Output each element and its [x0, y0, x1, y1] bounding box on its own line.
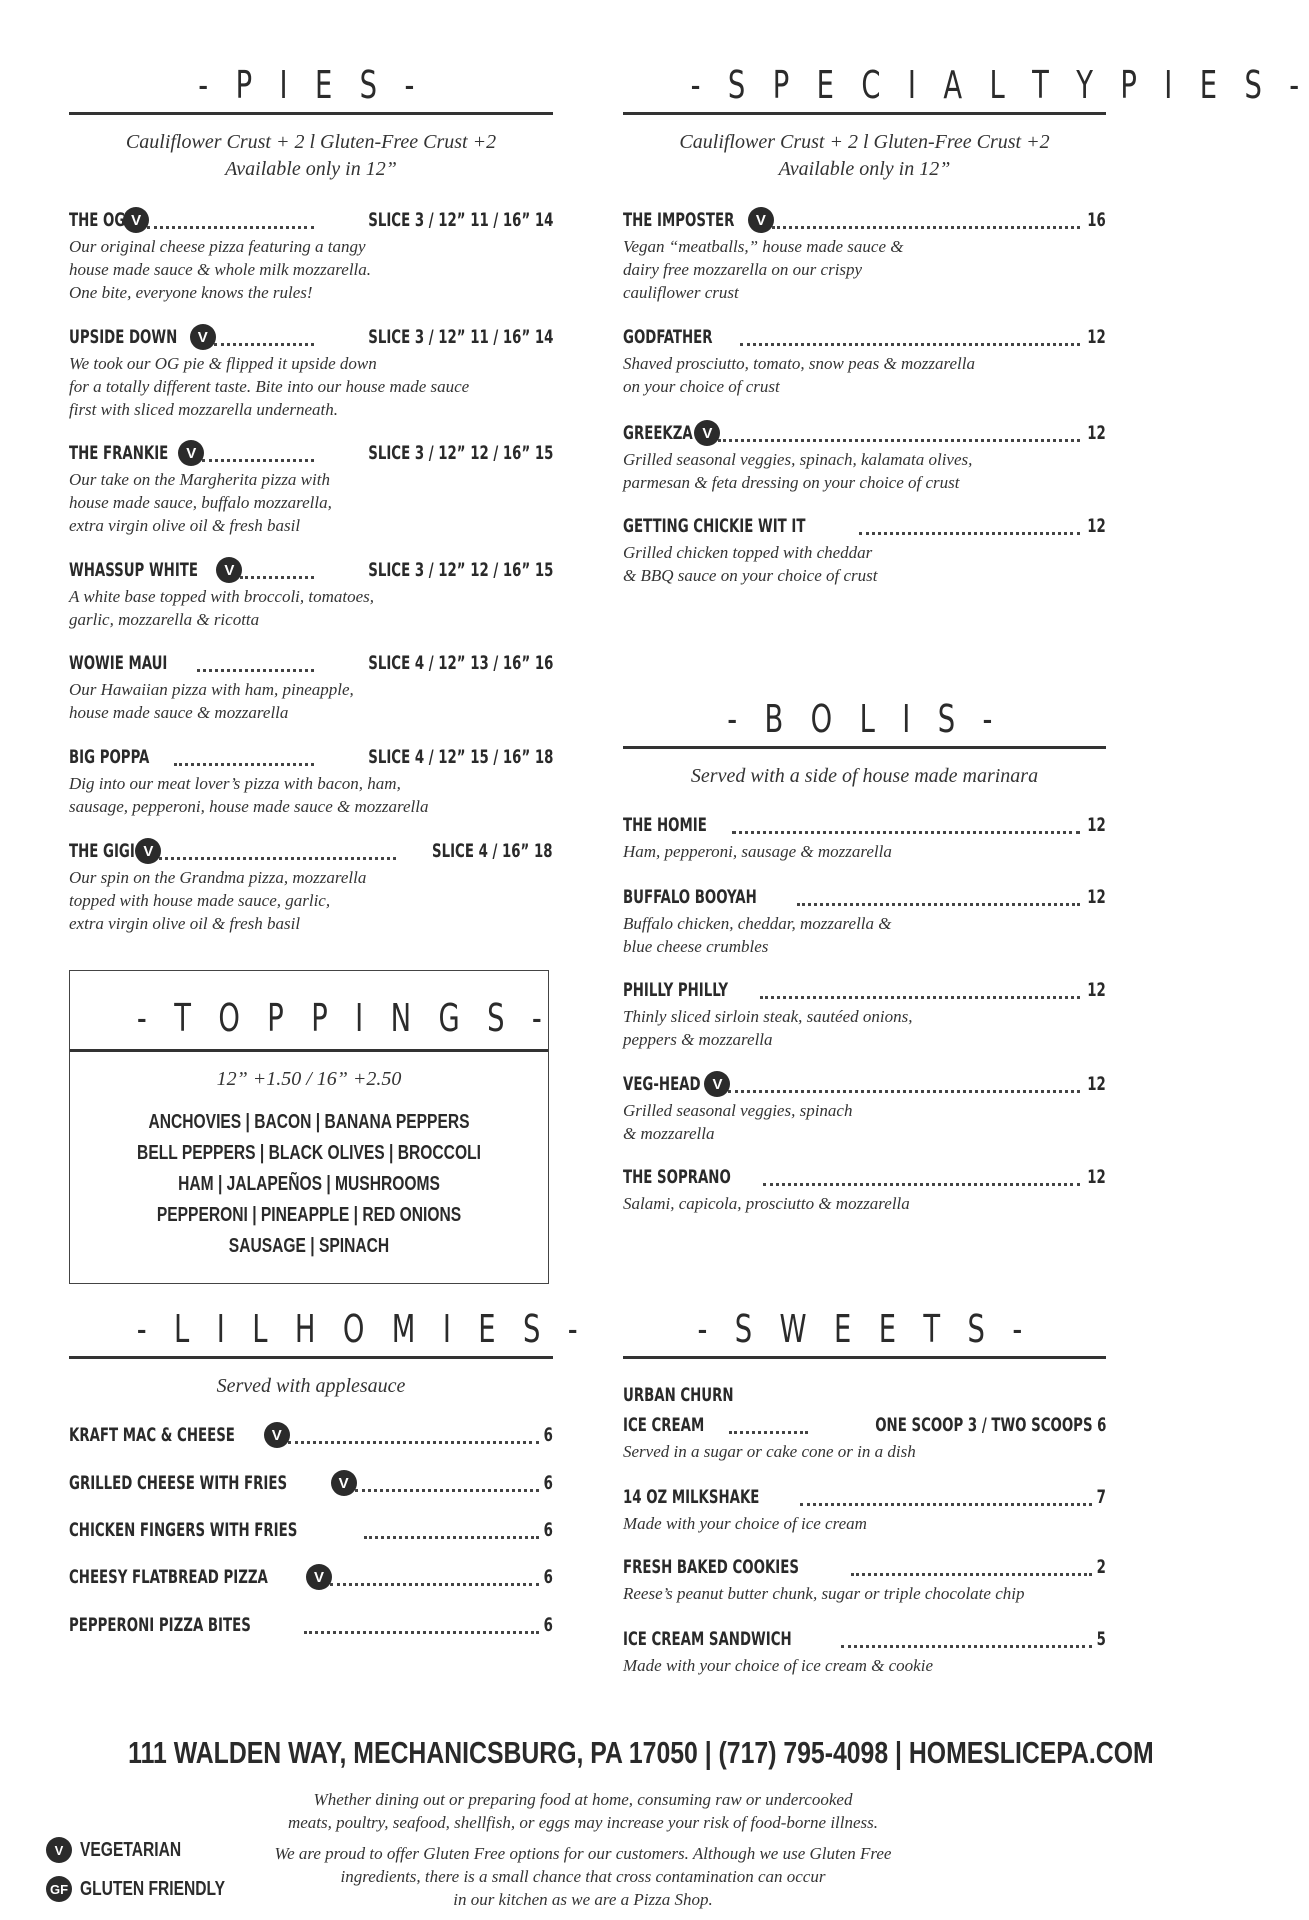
vegetarian-icon: V: [178, 440, 204, 466]
item-name: VEG-HEAD: [623, 1073, 701, 1095]
menu-item: [69, 1420, 553, 1450]
menu-item: [623, 511, 1106, 587]
pies-subtitle-2: Available only in 12”: [225, 158, 397, 180]
item-description: house made sauce & whole milk mozzarella.: [69, 260, 372, 279]
item-name: GETTING CHICKIE WIT IT: [623, 515, 806, 537]
vegetarian-icon: V: [123, 207, 149, 233]
item-description: house made sauce, buffalo mozzarella,: [69, 493, 332, 512]
menu-item: [69, 1610, 553, 1640]
menu-item: [69, 205, 553, 304]
menu-item: [623, 1162, 1106, 1215]
item-description: Our Hawaiian pizza with ham, pineapple,: [69, 680, 354, 699]
vegetarian-icon: V: [694, 420, 720, 446]
vegetarian-icon: V: [748, 207, 774, 233]
item-name: UPSIDE DOWN: [69, 326, 178, 348]
item-price: 12: [1087, 1073, 1106, 1095]
item-description: first with sliced mozzarella underneath.: [69, 400, 339, 419]
bolis-subtitle: Served with a side of house made marinara: [690, 765, 1039, 787]
disclaimer-line: in our kitchen as we are a Pizza Shop.: [453, 1890, 713, 1909]
item-description: Our take on the Margherita pizza with: [69, 470, 330, 489]
dot-leader: [772, 214, 1080, 229]
item-description: Thinly sliced sirloin steak, sautéed onions,: [623, 1007, 913, 1026]
item-description: Made with your choice of ice cream: [623, 1514, 867, 1533]
item-description: Our spin on the Grandma pizza, mozzarella: [69, 868, 367, 887]
vegetarian-icon: V: [306, 1564, 332, 1590]
legend-gluten-friendly: [46, 1874, 266, 1904]
toppings-line: SAUSAGE | SPINACH: [228, 1235, 390, 1257]
item-description: We took our OG pie & flipped it upside down: [69, 354, 377, 373]
bolis-section: [623, 694, 1106, 790]
menu-item: [623, 1482, 1106, 1535]
menu-item: [623, 882, 1106, 958]
item-description: on your choice of crust: [623, 377, 780, 396]
item-description: & BBQ sauce on your choice of crust: [623, 566, 878, 585]
dot-leader: [240, 564, 313, 579]
vegetarian-icon: V: [264, 1422, 290, 1448]
item-name: BUFFALO BOOYAH: [623, 886, 757, 908]
disclaimer-line: Whether dining out or preparing food at home, consuming raw or undercooked: [313, 1790, 853, 1809]
item-description: for a totally different taste. Bite into our house made sauce: [69, 377, 470, 396]
dot-leader: [304, 1619, 539, 1634]
item-description: Buffalo chicken, cheddar, mozzarella &: [623, 914, 892, 933]
item-price: ONE SCOOP 3 / TWO SCOOPS 6: [874, 1414, 1106, 1436]
item-description: Our original cheese pizza featuring a tangy: [69, 237, 366, 256]
item-price: 12: [1087, 422, 1106, 444]
item-name: KRAFT MAC & CHEESE: [69, 1424, 235, 1446]
item-price: 6: [543, 1472, 553, 1494]
item-name: 14 OZ MILKSHAKE: [623, 1486, 760, 1508]
dot-leader: [288, 1429, 539, 1444]
disclaimer-line: meats, poultry, seafood, shellfish, or eggs may increase your risk of food-borne illness.: [287, 1813, 879, 1832]
item-price: 12: [1087, 979, 1106, 1001]
dot-leader: [364, 1524, 539, 1539]
dot-leader: [797, 891, 1081, 906]
item-name: CHICKEN FINGERS WITH FRIES: [69, 1519, 298, 1541]
vegetarian-icon: V: [331, 1470, 357, 1496]
item-price: 12: [1087, 326, 1106, 348]
item-description: Grilled seasonal veggies, spinach, kalamata olives,: [623, 450, 973, 469]
item-price: 12: [1087, 886, 1106, 908]
item-description: extra virgin olive oil & fresh basil: [69, 914, 301, 933]
dot-leader: [330, 1571, 539, 1586]
item-price: SLICE 4 / 16” 18: [432, 840, 553, 862]
item-name: PEPPERONI PIZZA BITES: [69, 1614, 251, 1636]
item-description: garlic, mozzarella & ricotta: [69, 610, 260, 629]
divider: [623, 746, 1106, 749]
item-name: THE IMPOSTER: [623, 209, 735, 231]
sweets-section: [623, 1304, 1106, 1373]
legend-vegetarian: [46, 1835, 210, 1865]
item-description: Reese’s peanut butter chunk, sugar or triple chocolate chip: [623, 1584, 1025, 1603]
toppings-list: [70, 1107, 548, 1262]
item-description: house made sauce & mozzarella: [69, 703, 289, 722]
specialty-section: [623, 60, 1309, 183]
item-name: THE HOMIE: [623, 814, 707, 836]
item-description: A white base topped with broccoli, tomatoes,: [69, 587, 375, 606]
menu-item: [623, 1410, 1106, 1463]
item-name: WOWIE MAUI: [69, 652, 168, 674]
item-price: SLICE 4 / 12” 13 / 16” 16: [367, 652, 553, 674]
item-description: topped with house made sauce, garlic,: [69, 891, 331, 910]
menu-item: [69, 555, 553, 631]
item-description: peppers & mozzarella: [623, 1030, 773, 1049]
item-description: Vegan “meatballs,” house made sauce &: [623, 237, 904, 256]
legend-label: GLUTEN FRIENDLY: [80, 1877, 226, 1900]
specialty-title: - S P E C I A L T Y P I E S -: [690, 63, 1309, 107]
vegetarian-icon: V: [216, 557, 242, 583]
dot-leader: [851, 1561, 1092, 1576]
item-price: 5: [1096, 1628, 1106, 1650]
toppings-price: 12” +1.50 / 16” +2.50: [216, 1068, 402, 1090]
item-name: PHILLY PHILLY: [623, 979, 729, 1001]
gluten-friendly-icon: GF: [46, 1876, 72, 1902]
menu-item: [69, 836, 553, 935]
item-name: GODFATHER: [623, 326, 713, 348]
menu-item: [69, 648, 553, 724]
vegetarian-icon: V: [135, 838, 161, 864]
dot-leader: [740, 331, 1080, 346]
divider: [70, 1049, 548, 1052]
specialty-subtitle-1: Cauliflower Crust + 2 l Gluten-Free Crust +2: [679, 131, 1050, 153]
item-description: Served in a sugar or cake cone or in a dish: [623, 1442, 916, 1461]
item-price: 12: [1087, 515, 1106, 537]
item-description: & mozzarella: [623, 1124, 715, 1143]
footer-address: 111 WALDEN WAY, MECHANICSBURG, PA 17050 | (717) 795-4098 | HOMESLICEPA.COM: [128, 1735, 1154, 1770]
item-price: 16: [1087, 209, 1106, 231]
menu-item: [623, 810, 1106, 863]
menu-item: [623, 1552, 1106, 1605]
toppings-line: ANCHOVIES | BACON | BANANA PEPPERS: [148, 1111, 470, 1133]
item-name: GRILLED CHEESE WITH FRIES: [69, 1472, 288, 1494]
item-description: Shaved prosciutto, tomato, snow peas & mozzarella: [623, 354, 975, 373]
item-price: 6: [543, 1566, 553, 1588]
dot-leader: [763, 1171, 1080, 1186]
item-name: THE OG: [69, 209, 126, 231]
item-price: SLICE 3 / 12” 12 / 16” 15: [367, 442, 553, 464]
menu-item: [623, 1069, 1106, 1145]
divider: [69, 112, 553, 115]
dot-leader: [800, 1491, 1092, 1506]
pies-subtitle-1: Cauliflower Crust + 2 l Gluten-Free Crust +2: [125, 131, 497, 153]
lil-homies-section: [69, 1304, 588, 1400]
item-description: extra virgin olive oil & fresh basil: [69, 516, 301, 535]
menu-item: [623, 975, 1106, 1051]
dot-leader: [159, 845, 396, 860]
item-name: THE SOPRANO: [623, 1166, 731, 1188]
menu-item: [69, 322, 553, 421]
bolis-title: - B O L I S -: [727, 697, 1002, 741]
item-description: One bite, everyone knows the rules!: [69, 283, 313, 302]
dot-leader: [147, 214, 313, 229]
item-name: THE GIGI: [69, 840, 135, 862]
item-price: 6: [543, 1519, 553, 1541]
lil-homies-subtitle: Served with applesauce: [216, 1375, 406, 1397]
item-description: Dig into our meat lover’s pizza with bacon, ham,: [69, 774, 401, 793]
item-price: 12: [1087, 814, 1106, 836]
item-name: ICE CREAM: [623, 1414, 705, 1436]
dot-leader: [214, 331, 314, 346]
item-name: BIG POPPA: [69, 746, 150, 768]
item-description: Grilled chicken topped with cheddar: [623, 543, 873, 562]
dot-leader: [729, 1419, 807, 1434]
toppings-line: BELL PEPPERS | BLACK OLIVES | BROCCOLI: [137, 1142, 481, 1164]
item-price: 6: [543, 1424, 553, 1446]
dot-leader: [718, 427, 1080, 442]
toppings-box: [69, 970, 552, 1284]
vegetarian-icon: V: [46, 1837, 72, 1863]
item-description: sausage, pepperoni, house made sauce & mozzarella: [69, 797, 429, 816]
item-description: parmesan & feta dressing on your choice of crust: [623, 473, 960, 492]
item-description: Made with your choice of ice cream & cookie: [623, 1656, 933, 1675]
gluten-disclaimer: [228, 1842, 938, 1911]
dot-leader: [841, 1633, 1092, 1648]
item-name: CHEESY FLATBREAD PIZZA: [69, 1566, 268, 1588]
item-description: Ham, pepperoni, sausage & mozzarella: [623, 842, 892, 861]
toppings-line: PEPPERONI | PINEAPPLE | RED ONIONS: [156, 1204, 462, 1226]
item-name: URBAN CHURN: [623, 1384, 734, 1406]
lil-homies-title: - L I L H O M I E S -: [136, 1307, 588, 1351]
item-price: 2: [1096, 1556, 1106, 1578]
dot-leader: [197, 657, 313, 672]
item-name: ICE CREAM SANDWICH: [623, 1628, 792, 1650]
sweets-title: - S W E E T S -: [697, 1307, 1032, 1351]
item-price: SLICE 3 / 12” 11 / 16” 14: [367, 326, 553, 348]
item-description: Grilled seasonal veggies, spinach: [623, 1101, 853, 1120]
menu-item: [623, 322, 1106, 398]
pies-section: [69, 60, 553, 183]
item-name: THE FRANKIE: [69, 442, 169, 464]
divider: [623, 112, 1106, 115]
item-price: 6: [543, 1614, 553, 1636]
menu-item: [69, 1562, 553, 1592]
menu-item: [69, 742, 553, 818]
item-price: 7: [1096, 1486, 1106, 1508]
menu-item: [69, 1468, 553, 1498]
menu-item: [623, 205, 1106, 304]
menu-item: [69, 438, 553, 537]
divider: [623, 1356, 1106, 1359]
dot-leader: [174, 751, 314, 766]
item-name: FRESH BAKED COOKIES: [623, 1556, 799, 1578]
item-price: 12: [1087, 1166, 1106, 1188]
item-name: WHASSUP WHITE: [69, 559, 199, 581]
dot-leader: [859, 520, 1080, 535]
item-price: SLICE 4 / 12” 15 / 16” 18: [367, 746, 553, 768]
toppings-line: HAM | JALAPEÑOS | MUSHROOMS: [178, 1173, 440, 1195]
legend-label: VEGETARIAN: [80, 1838, 182, 1861]
item-description: cauliflower crust: [623, 283, 739, 302]
item-description: dairy free mozzarella on our crispy: [623, 260, 863, 279]
disclaimer-line: ingredients, there is a small chance that cross contamination can occur: [340, 1867, 826, 1886]
vegetarian-icon: V: [704, 1071, 730, 1097]
item-price: SLICE 3 / 12” 11 / 16” 14: [367, 209, 553, 231]
specialty-subtitle-2: Available only in 12”: [778, 158, 951, 180]
menu-item: [623, 418, 1106, 494]
divider: [69, 1356, 553, 1359]
sweets-heading: [623, 1380, 1106, 1410]
dot-leader: [732, 819, 1080, 834]
item-description: blue cheese crumbles: [623, 937, 769, 956]
dot-leader: [728, 1078, 1080, 1093]
item-price: SLICE 3 / 12” 12 / 16” 15: [367, 559, 553, 581]
disclaimer-line: We are proud to offer Gluten Free options for our customers. Although we use Gluten Free: [274, 1844, 892, 1863]
menu-item: [69, 1515, 553, 1545]
dot-leader: [760, 984, 1080, 999]
pies-title: - P I E S -: [198, 63, 424, 107]
dot-leader: [202, 447, 313, 462]
toppings-title: - T O P P I N G S -: [136, 996, 552, 1040]
vegetarian-icon: V: [190, 324, 216, 350]
food-safety-disclaimer: [233, 1788, 933, 1834]
item-name: GREEKZA: [623, 422, 693, 444]
item-description: Salami, capicola, prosciutto & mozzarella: [623, 1194, 910, 1213]
menu-item: [623, 1624, 1106, 1677]
dot-leader: [355, 1477, 539, 1492]
